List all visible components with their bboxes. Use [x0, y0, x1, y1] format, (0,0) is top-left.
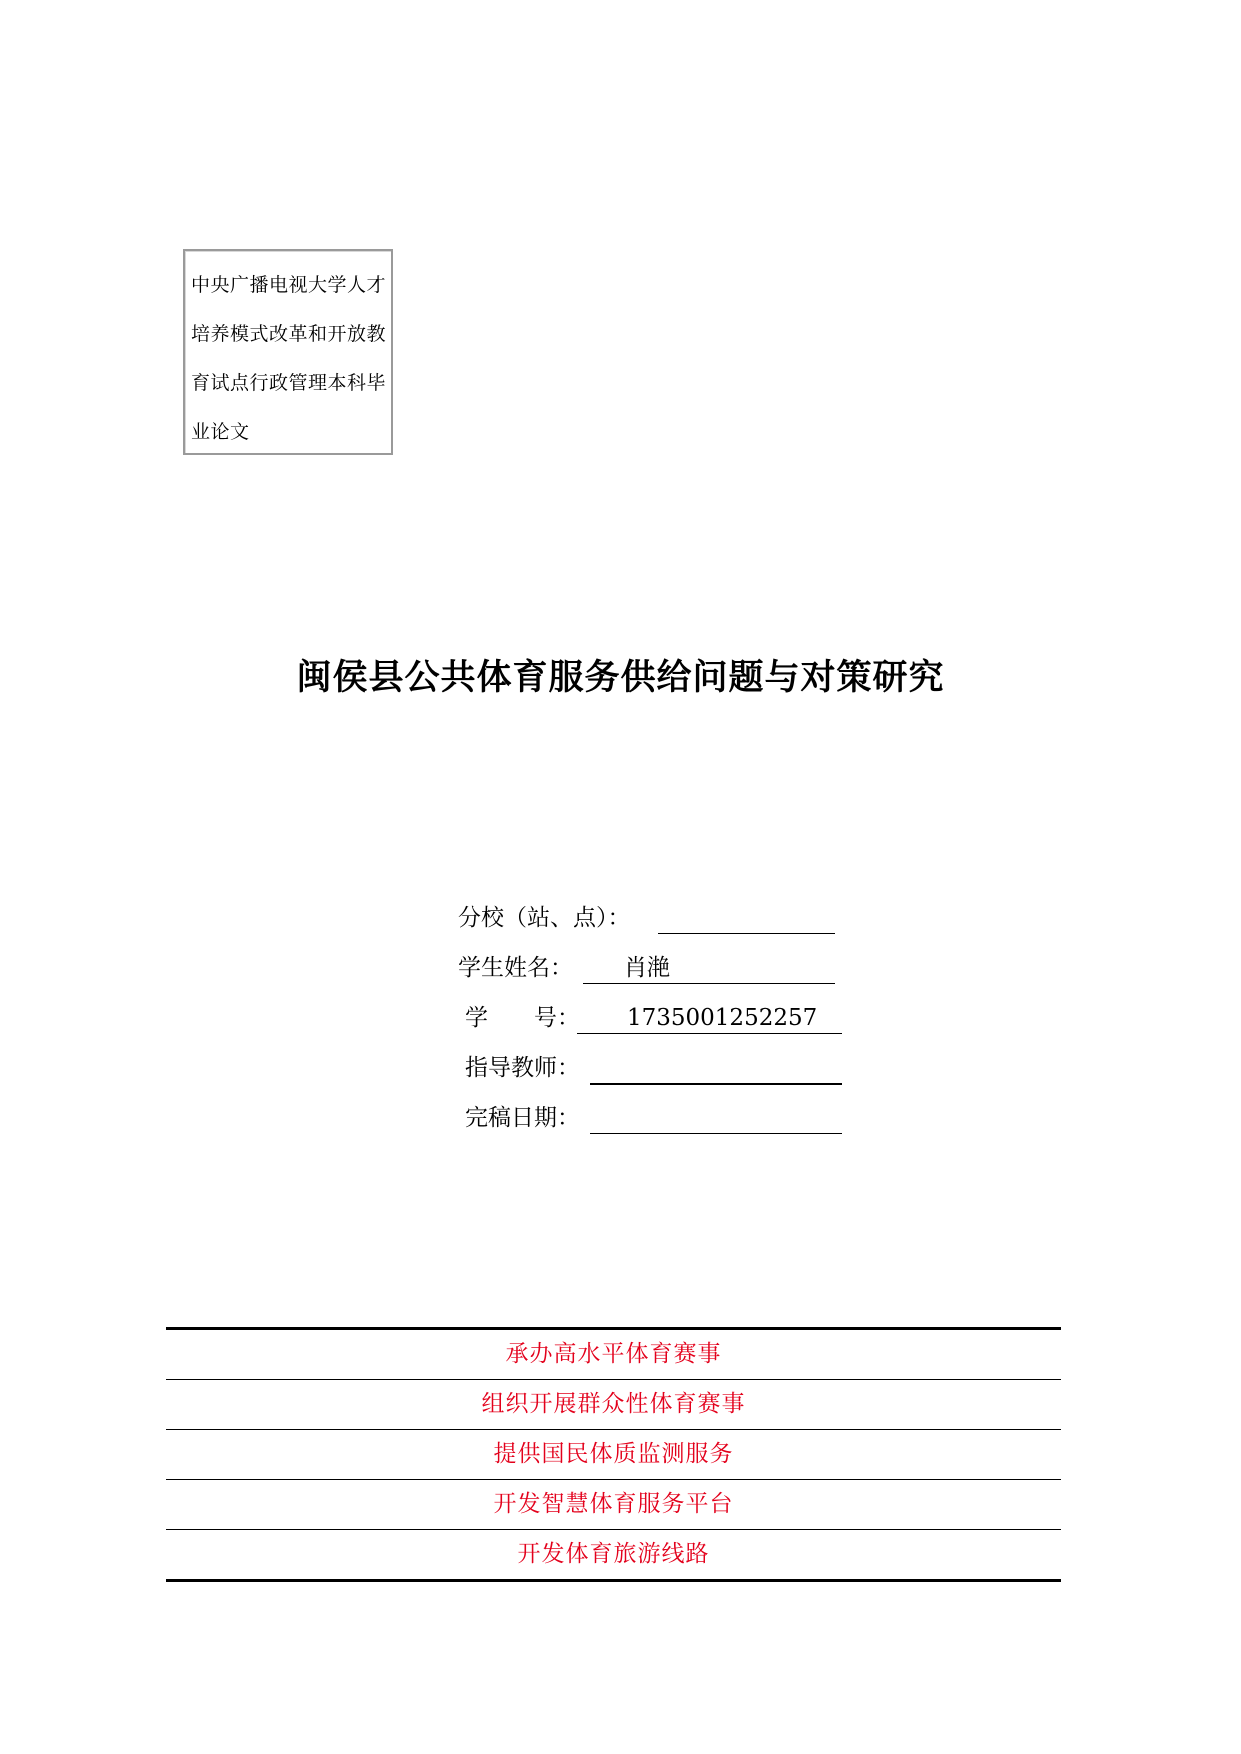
service-table — [166, 1327, 1061, 1582]
info-row-branch — [458, 900, 838, 936]
date-label: 完稿日期： — [465, 1105, 580, 1131]
student-name-label: 学生姓名： — [458, 955, 573, 981]
table-row: 开发体育旅游线路 — [166, 1529, 1061, 1579]
branch-underline — [658, 900, 835, 934]
header-line: 育试点行政管理本科毕 — [191, 372, 387, 394]
student-name-value: 肖滟 — [624, 955, 670, 981]
advisor-underline — [590, 1050, 842, 1085]
student-id-value: 1735001252257 — [627, 1005, 818, 1031]
info-row-date — [465, 1100, 845, 1136]
header-line: 中央广播电视大学人才 — [191, 274, 387, 296]
info-row-student-id — [465, 1000, 845, 1036]
student-id-label: 学 号： — [465, 1005, 580, 1031]
branch-label: 分校（站、点）： — [458, 905, 631, 931]
header-box — [183, 249, 393, 455]
advisor-label: 指导教师： — [465, 1055, 580, 1081]
header-line: 业论文 — [191, 421, 250, 443]
student-name-underline — [583, 950, 835, 984]
header-line: 培养模式改革和开放教 — [191, 323, 387, 345]
table-row: 开发智慧体育服务平台 — [166, 1479, 1061, 1529]
info-row-advisor — [465, 1050, 845, 1086]
table-row: 提供国民体质监测服务 — [166, 1429, 1061, 1479]
info-row-student-name — [458, 950, 838, 986]
table-row: 组织开展群众性体育赛事 — [166, 1379, 1061, 1429]
date-underline — [590, 1100, 842, 1134]
paper-title: 闽侯县公共体育服务供给问题与对策研究 — [296, 658, 945, 698]
table-row: 承办高水平体育赛事 — [505, 1341, 722, 1367]
